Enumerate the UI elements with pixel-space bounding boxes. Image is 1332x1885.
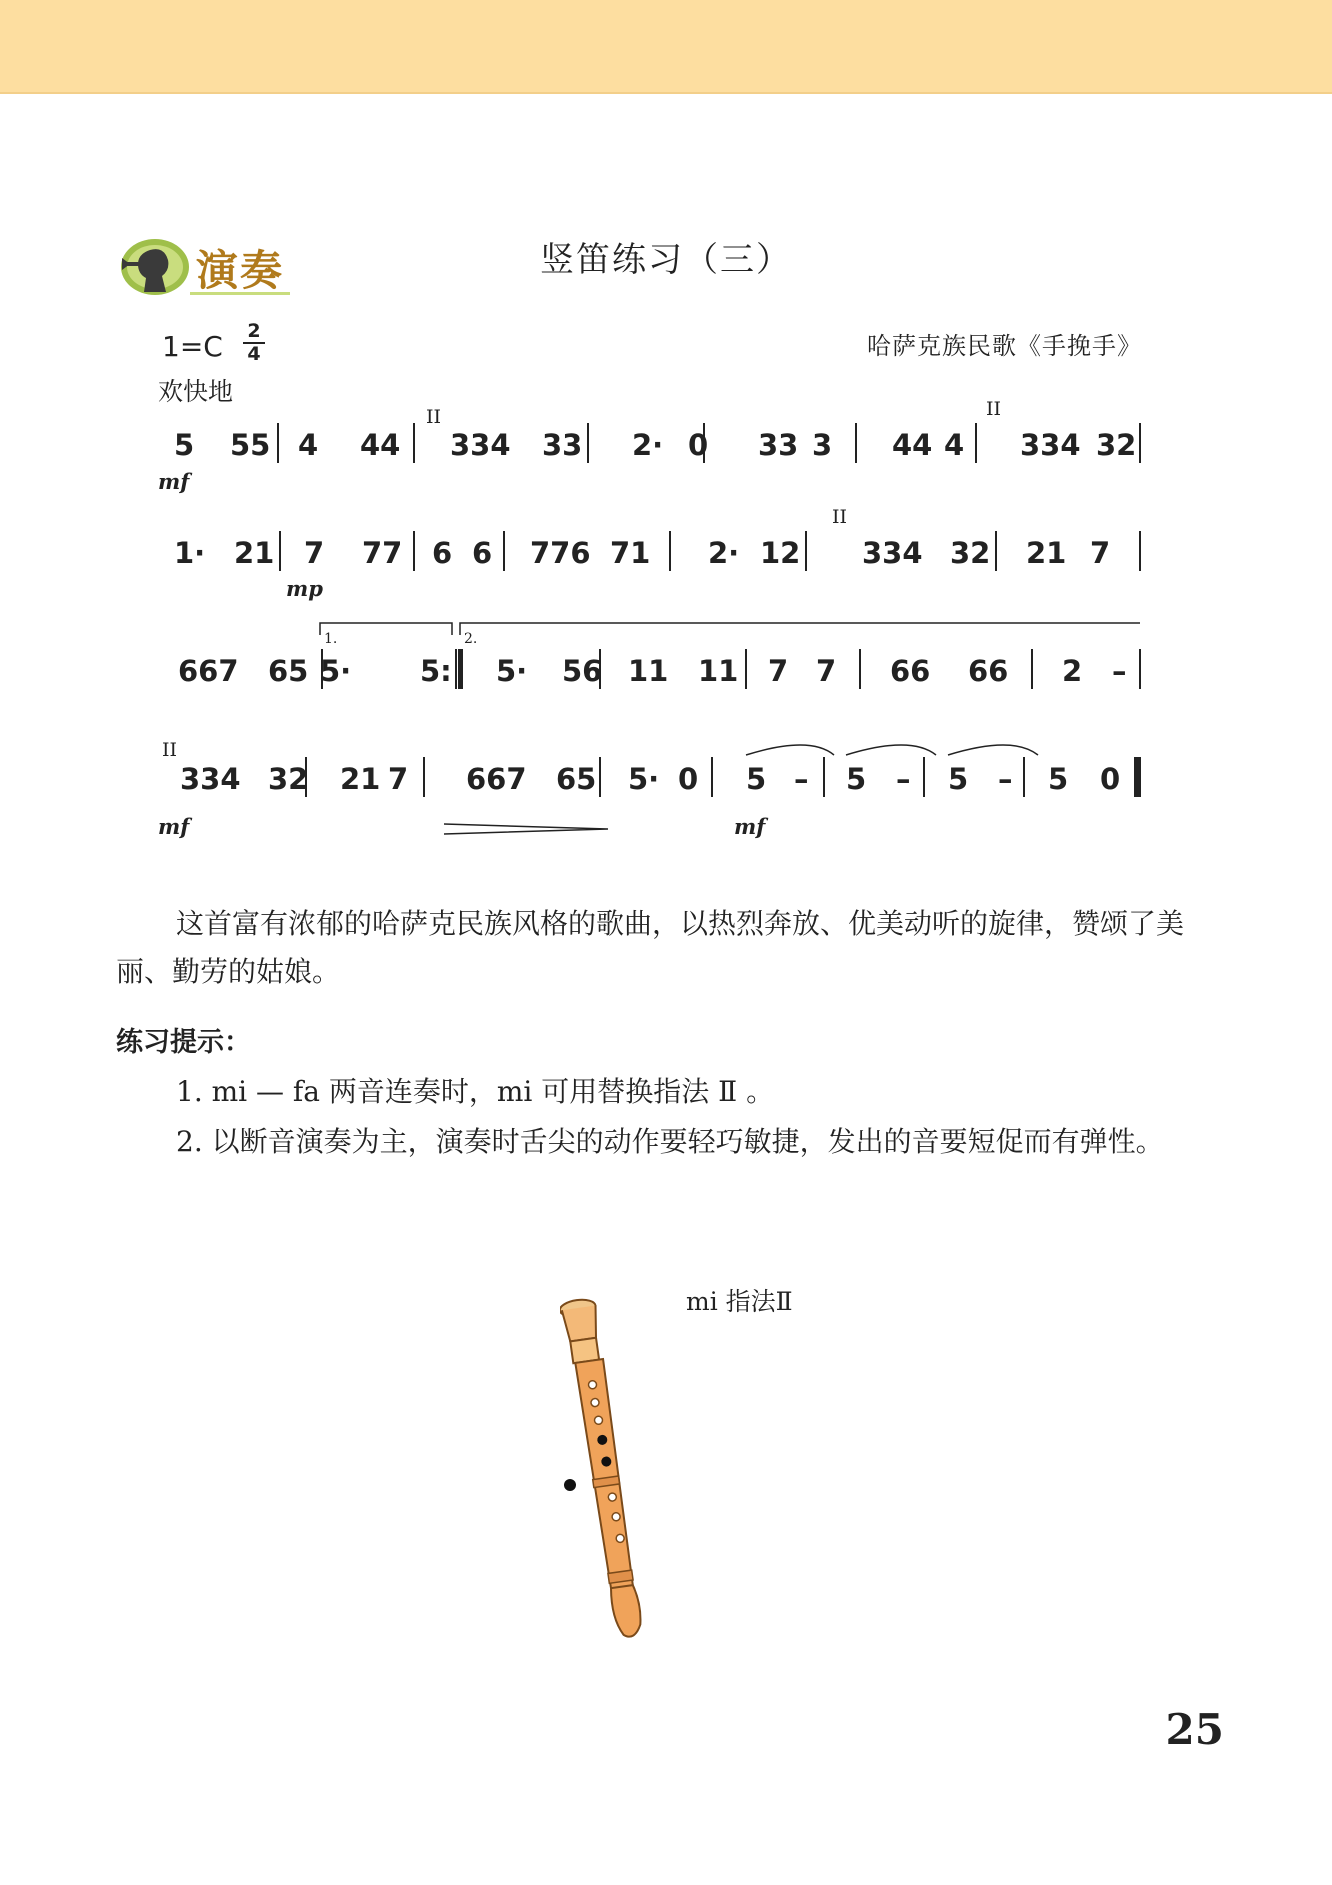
score-note: 5 [1048, 762, 1069, 796]
score-note: 2· [632, 428, 664, 462]
tie [948, 745, 1038, 755]
dynamic-mf: mf [734, 814, 766, 839]
score-note: 21 [340, 762, 381, 796]
score-note: 7 [816, 654, 837, 688]
fingering-label: mi 指法Ⅱ [686, 1287, 793, 1316]
fingering-mark: II [162, 739, 178, 761]
score-note: 77 [362, 536, 403, 570]
final-bar-line [1134, 757, 1140, 797]
song-description: 这首富有浓郁的哈萨克民族风格的歌曲，以热烈奔放、优美动听的旋律，赞颂了美丽、勤劳的姑娘。 [116, 907, 1185, 988]
score-note: – [794, 762, 809, 796]
score-note: 1· [174, 536, 206, 570]
score-note: 6 [472, 536, 493, 570]
time-signature: 2 4 [243, 322, 265, 364]
score-note: 21 [1026, 536, 1067, 570]
score-note: 334 [450, 428, 511, 462]
score-note: 7 [768, 654, 789, 688]
score-note: 334 [1020, 428, 1081, 462]
repeat-bar-line [458, 649, 463, 689]
score-note: 71 [610, 536, 651, 570]
score-note: 5 [846, 762, 867, 796]
section-badge-title: 演奏 [196, 246, 285, 295]
score-note: 12 [760, 536, 801, 570]
score-note: 4 [944, 428, 965, 462]
score-note: – [998, 762, 1013, 796]
score-note: 33 [542, 428, 583, 462]
score-note: 32 [950, 536, 991, 570]
tempo-marking: 欢快地 [158, 377, 234, 406]
score-note: 66 [968, 654, 1009, 688]
volta-second: 2. [464, 631, 478, 647]
score-note: 7 [388, 762, 409, 796]
score-note: 44 [892, 428, 933, 462]
score-note: 33 [758, 428, 799, 462]
score-note: 5 [948, 762, 969, 796]
tie [746, 745, 834, 755]
score-note: 5· [496, 654, 528, 688]
score-note: – [896, 762, 911, 796]
fingering-mark: II [986, 398, 1002, 420]
score-note: 4 [298, 428, 319, 462]
practice-hints-title: 练习提示： [116, 1027, 251, 1058]
fingering-mark: II [832, 506, 848, 528]
key-signature: 1=C [162, 330, 223, 363]
score-note: 5 [174, 428, 195, 462]
page-number: 25 [1165, 1705, 1224, 1754]
volta-first: 1. [324, 631, 338, 647]
score-note: 2· [708, 536, 740, 570]
practice-hint-2: 2. 以断音演奏为主，演奏时舌尖的动作要轻巧敏捷，发出的音要短促而有弹性。 [176, 1125, 1164, 1158]
score-note: 65 [268, 654, 309, 688]
top-color-band [0, 0, 1332, 94]
dynamic-mf: mf [158, 469, 190, 494]
score-note: 6 [432, 536, 453, 570]
score-note: 44 [360, 428, 401, 462]
score-note: 11 [628, 654, 669, 688]
score-note: 667 [466, 762, 527, 796]
score-note: 21 [234, 536, 275, 570]
score-note: 5: [420, 654, 452, 688]
score-note: 2 [1062, 654, 1083, 688]
score-note: 65 [556, 762, 597, 796]
score-note: 334 [180, 762, 241, 796]
score-note: 32 [268, 762, 309, 796]
score-note: 5 [746, 762, 767, 796]
score-note: 56 [562, 654, 603, 688]
page-title: 竖笛练习（三） [540, 240, 792, 280]
score-note: 334 [862, 536, 923, 570]
score-note: 55 [230, 428, 271, 462]
score-note: 3 [812, 428, 833, 462]
score-note: 66 [890, 654, 931, 688]
dynamic-mf: mf [158, 814, 190, 839]
score-note: 776 [530, 536, 591, 570]
recorder-icon [560, 1285, 690, 1645]
score-note: 11 [698, 654, 739, 688]
score-note: 0 [678, 762, 699, 796]
numbered-music-score [0, 395, 1332, 855]
score-note: 667 [178, 654, 239, 688]
score-note: 32 [1096, 428, 1137, 462]
tie [846, 745, 936, 755]
score-note: – [1112, 654, 1127, 688]
practice-hint-1: 1. mi — fa 两音连奏时，mi 可用替换指法 Ⅱ 。 [176, 1075, 775, 1108]
song-source: 哈萨克族民歌《手挽手》 [867, 332, 1142, 360]
dynamic-mp: mp [286, 576, 323, 601]
score-note: 0 [688, 428, 709, 462]
score-note: 0 [1100, 762, 1121, 796]
score-note: 5· [628, 762, 660, 796]
score-note: 7 [304, 536, 325, 570]
fingering-mark: II [426, 406, 442, 428]
score-note: 7 [1090, 536, 1111, 570]
score-note: 5· [320, 654, 352, 688]
